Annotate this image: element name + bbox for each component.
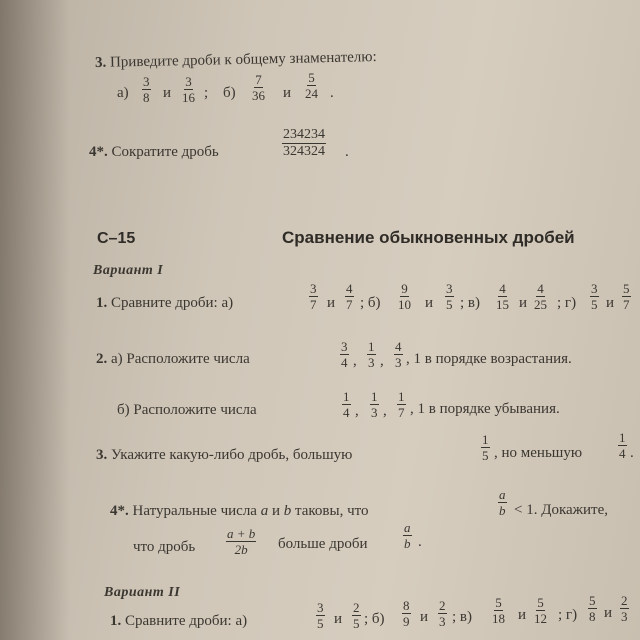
- v1-ex1-fraction-2: $\frac{4}{7}$: [346, 281, 353, 312]
- v1-ex1-fraction-6: $\frac{4}{25}$: [534, 281, 547, 312]
- v1-ex2a-fraction-3: $\frac{4}{3}$: [395, 339, 402, 370]
- v1-ex2b-comma-2: ,: [383, 403, 387, 419]
- top-ex3-text: Приведите дроби к общему знаменателю:: [109, 49, 377, 71]
- section-title: Сравнение обыкновенных дробей: [282, 228, 575, 247]
- v2-ex1-and-4: и: [604, 605, 613, 621]
- v1-ex1-fraction-4: $\frac{3}{5}$: [446, 281, 453, 312]
- v1-ex1-v: ; в): [460, 295, 480, 311]
- v1-ex2b-comma-1: ,: [355, 403, 359, 419]
- v1-ex3-line: [96, 448, 352, 463]
- v2-ex1-and-1: и: [334, 611, 343, 627]
- v1-ex2a-fraction-2: $\frac{1}{3}$: [368, 339, 375, 370]
- v1-ex4-fraction-1: $\frac{a}{b}$: [499, 487, 506, 518]
- v1-ex1-number: 1.: [96, 295, 108, 311]
- v1-ex2a-comma-2: ,: [380, 353, 384, 369]
- v2-ex1-b: ; б): [364, 611, 385, 627]
- v1-ex2-number: 2.: [96, 351, 108, 367]
- v1-ex2a-comma-1: ,: [353, 353, 357, 369]
- v1-ex3-mid: , но меньшую: [494, 445, 583, 461]
- v1-ex3-fraction-1: $\frac{1}{5}$: [482, 432, 489, 463]
- top-ex4-fraction: $\frac{234234}{324324}$: [283, 127, 325, 159]
- v1-ex2b-fraction-2: $\frac{1}{3}$: [371, 389, 378, 420]
- v1-ex3-fraction-2: $\frac{1}{4}$: [619, 430, 626, 461]
- v1-ex2b-text: б) Расположите числа: [117, 402, 257, 418]
- v2-ex1-fraction-1: $\frac{3}{5}$: [317, 600, 324, 631]
- v2-ex1-g: ; г): [558, 607, 578, 623]
- variant-2-label: Вариант II: [104, 585, 181, 600]
- top-ex4-line: [89, 145, 219, 160]
- v1-ex4-fraction-2: $\frac{a + b}{2b}$: [227, 526, 256, 557]
- v1-ex4-text-3: < 1. Докажите,: [514, 502, 609, 518]
- v1-ex1-fraction-8: $\frac{5}{7}$: [623, 281, 630, 312]
- v2-ex1-text: Сравните дроби: а): [125, 613, 248, 629]
- v1-ex1-fraction-7: $\frac{3}{5}$: [591, 281, 598, 312]
- v1-ex1-fraction-1: $\frac{3}{7}$: [310, 281, 317, 312]
- v1-ex4-text-1: Натуральные числа: [132, 503, 257, 519]
- top-ex3-a-fraction-2: $\frac{3}{16}$: [182, 74, 195, 105]
- v1-ex3-text: Укажите какую-либо дробь, большую: [111, 447, 353, 463]
- v2-ex1-fraction-8: $\frac{2}{3}$: [621, 593, 628, 624]
- top-ex4-end: .: [345, 144, 349, 160]
- v2-ex1-fraction-7: $\frac{5}{8}$: [589, 593, 596, 624]
- variant-1-label: Вариант I: [93, 263, 164, 278]
- v1-ex2a-fraction-1: $\frac{3}{4}$: [341, 339, 348, 370]
- section-code: С–15: [97, 230, 136, 247]
- v2-ex1-fraction-3: $\frac{8}{9}$: [403, 598, 410, 629]
- v1-ex4-var-b: b: [283, 503, 292, 519]
- top-ex3-a-label: а): [117, 85, 129, 101]
- top-ex3-number: 3.: [94, 54, 107, 71]
- top-ex3-a-and: и: [163, 85, 172, 101]
- v1-ex1-and-4: и: [606, 295, 615, 311]
- v1-ex1-and-2: и: [425, 295, 434, 311]
- v1-ex4-text-4: что дробь: [133, 539, 196, 555]
- top-ex4-text: Сократите дробь: [111, 144, 219, 160]
- v1-ex1-text: Сравните дроби: а): [111, 295, 234, 311]
- v2-ex1-and-2: и: [420, 609, 429, 625]
- top-ex3-line: [95, 50, 377, 71]
- v1-ex2a-tail: , 1 в порядке возрастания.: [406, 351, 572, 367]
- v2-ex1-and-3: и: [518, 607, 527, 623]
- top-ex3-b-fraction-1: $\frac{7}{36}$: [252, 72, 265, 103]
- v2-ex1-fraction-6: $\frac{5}{12}$: [534, 595, 547, 626]
- v1-ex2b-tail: , 1 в порядке убывания.: [410, 401, 560, 417]
- top-ex3-sep: ;: [204, 85, 209, 101]
- v1-ex1-g: ; г): [557, 295, 577, 311]
- top-ex3-a-fraction-1: $\frac{3}{8}$: [143, 74, 150, 105]
- v1-ex4-text-2: таковы, что: [295, 503, 369, 519]
- v1-ex2a-text: а) Расположите числа: [111, 351, 250, 367]
- v1-ex1-and-1: и: [327, 295, 336, 311]
- top-ex3-b-fraction-2: $\frac{5}{24}$: [305, 70, 318, 101]
- v1-ex3-end: .: [630, 445, 634, 461]
- v1-ex4-end: .: [418, 534, 422, 550]
- v2-ex1-line: [110, 614, 247, 629]
- top-ex3-end: .: [330, 85, 334, 101]
- v1-ex2a-line: [96, 352, 250, 367]
- v1-ex4-line-1: [110, 504, 368, 519]
- v1-ex4-var-a: a: [260, 503, 269, 519]
- v2-ex1-fraction-4: $\frac{2}{3}$: [439, 598, 446, 629]
- v2-ex1-fraction-5: $\frac{5}{18}$: [492, 595, 505, 626]
- top-ex4-number: 4*.: [89, 144, 108, 160]
- v2-ex1-v: ; в): [452, 609, 472, 625]
- v2-ex1-fraction-2: $\frac{2}{5}$: [353, 600, 360, 631]
- v2-ex1-number: 1.: [110, 613, 122, 629]
- v1-ex1-line: [96, 296, 233, 311]
- top-ex3-b-and: и: [283, 85, 292, 101]
- v1-ex4-and: и: [271, 503, 280, 519]
- v1-ex2b-fraction-3: $\frac{1}{7}$: [398, 389, 405, 420]
- v1-ex4-number: 4*.: [110, 503, 129, 519]
- v1-ex1-fraction-5: $\frac{4}{15}$: [496, 281, 509, 312]
- v1-ex3-number: 3.: [96, 447, 108, 463]
- v1-ex4-text-5: больше дроби: [278, 536, 368, 552]
- v1-ex2b-fraction-1: $\frac{1}{4}$: [343, 389, 350, 420]
- v1-ex4-fraction-3: $\frac{a}{b}$: [404, 520, 411, 551]
- top-ex3-b-label: б): [223, 85, 236, 101]
- v1-ex1-fraction-3: $\frac{9}{10}$: [398, 281, 411, 312]
- v1-ex1-and-3: и: [519, 295, 528, 311]
- v1-ex1-b: ; б): [360, 295, 381, 311]
